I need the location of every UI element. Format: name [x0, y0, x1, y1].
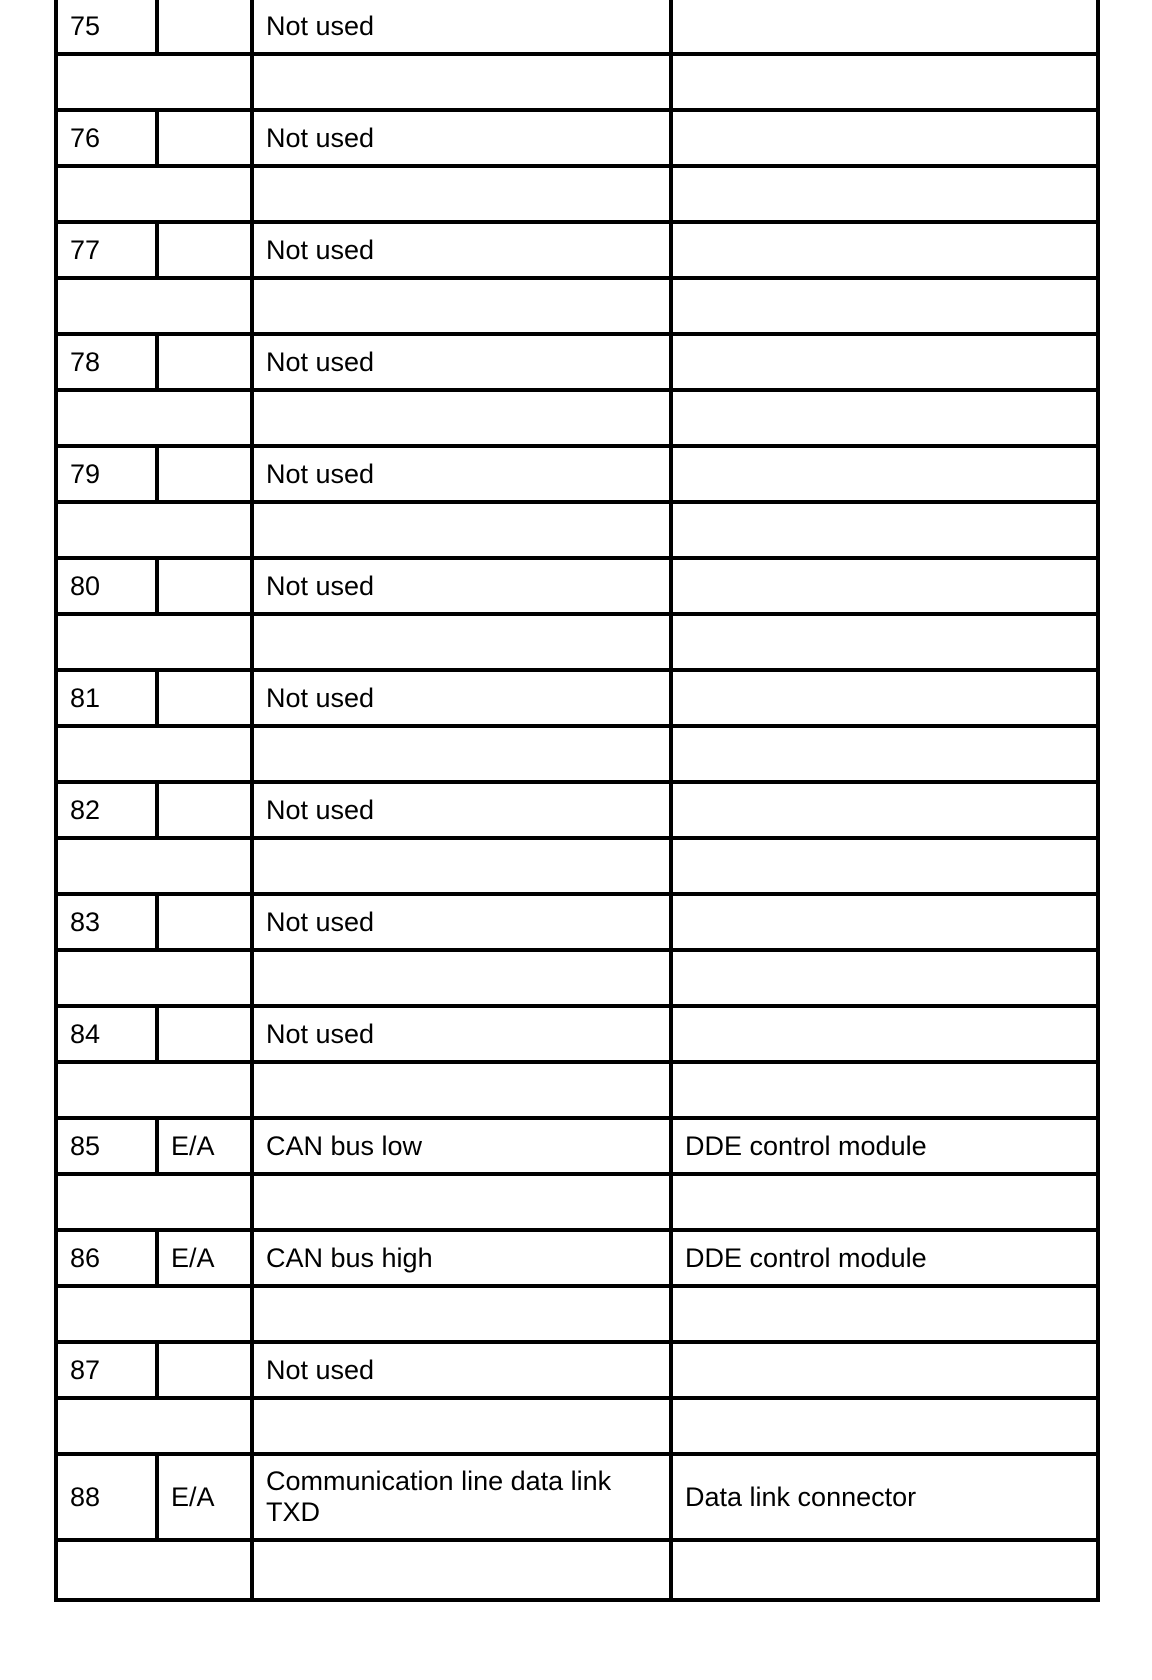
table-spacer-row	[58, 56, 1096, 112]
table-spacer-row	[58, 504, 1096, 560]
pin-cell: 83	[70, 906, 101, 937]
spacer-cell	[58, 728, 250, 780]
spacer-cell	[250, 952, 669, 1004]
spacer-cell	[58, 840, 250, 892]
pin-assignment-table	[54, 0, 1100, 1602]
table-spacer-row	[58, 728, 1096, 784]
description-cell: CAN bus high	[250, 1232, 669, 1284]
spacer-cell	[58, 1064, 250, 1116]
table-spacer-row	[58, 1542, 1096, 1598]
type-cell	[155, 448, 250, 500]
connection-cell: DDE control module	[669, 1232, 1096, 1284]
pin-cell: 88	[70, 1481, 101, 1512]
description-cell: Not used	[250, 112, 669, 164]
spacer-cell	[250, 1288, 669, 1340]
pin-cell: 87	[70, 1354, 101, 1385]
description-cell: Communication line data link TXD	[250, 1456, 669, 1538]
spacer-cell	[250, 1176, 669, 1228]
type-cell	[155, 112, 250, 164]
table-row	[58, 784, 1096, 840]
spacer-cell	[669, 1064, 1096, 1116]
table-spacer-row	[58, 1176, 1096, 1232]
type-cell: E/A	[155, 1120, 250, 1172]
spacer-cell	[58, 280, 250, 332]
type-cell	[155, 896, 250, 948]
table-row	[58, 560, 1096, 616]
pin-cell: 75	[70, 10, 101, 41]
spacer-cell	[58, 56, 250, 108]
spacer-cell	[250, 840, 669, 892]
description-cell: Not used	[250, 448, 669, 500]
spacer-cell	[58, 616, 250, 668]
description-cell: Not used	[250, 0, 669, 52]
description-cell: Not used	[250, 560, 669, 612]
spacer-cell	[250, 392, 669, 444]
spacer-cell	[669, 280, 1096, 332]
table-row	[58, 1456, 1096, 1542]
table-spacer-row	[58, 392, 1096, 448]
pin-cell: 85	[70, 1130, 101, 1161]
description-cell: Not used	[250, 336, 669, 388]
connection-cell	[669, 560, 1096, 612]
spacer-cell	[58, 168, 250, 220]
spacer-cell	[58, 504, 250, 556]
spacer-cell	[250, 56, 669, 108]
spacer-cell	[669, 56, 1096, 108]
description-cell: CAN bus low	[250, 1120, 669, 1172]
spacer-cell	[250, 1064, 669, 1116]
table-row	[58, 0, 1096, 56]
spacer-cell	[669, 168, 1096, 220]
spacer-cell	[58, 392, 250, 444]
connection-cell	[669, 1008, 1096, 1060]
description-cell: Not used	[250, 784, 669, 836]
spacer-cell	[669, 1400, 1096, 1452]
connection-cell: Data link connector	[669, 1456, 1096, 1538]
table-spacer-row	[58, 952, 1096, 1008]
pin-cell: 80	[70, 570, 101, 601]
type-cell	[155, 560, 250, 612]
table-row	[58, 1008, 1096, 1064]
table-row	[58, 112, 1096, 168]
table-row	[58, 672, 1096, 728]
table-spacer-row	[58, 168, 1096, 224]
connection-cell	[669, 112, 1096, 164]
spacer-cell	[669, 392, 1096, 444]
pin-cell: 79	[70, 458, 101, 489]
description-cell: Not used	[250, 224, 669, 276]
pin-cell: 77	[70, 234, 101, 265]
type-cell	[155, 1344, 250, 1396]
spacer-cell	[250, 1400, 669, 1452]
table-spacer-row	[58, 1400, 1096, 1456]
spacer-cell	[669, 1288, 1096, 1340]
type-cell	[155, 1008, 250, 1060]
table-spacer-row	[58, 1288, 1096, 1344]
spacer-cell	[669, 728, 1096, 780]
description-cell: Not used	[250, 1344, 669, 1396]
table-row	[58, 336, 1096, 392]
spacer-cell	[58, 952, 250, 1004]
table-row	[58, 1120, 1096, 1176]
table-row	[58, 1344, 1096, 1400]
pin-cell: 76	[70, 122, 101, 153]
connection-cell	[669, 224, 1096, 276]
table-row	[58, 896, 1096, 952]
description-cell: Not used	[250, 896, 669, 948]
description-cell: Not used	[250, 672, 669, 724]
pin-cell: 81	[70, 682, 101, 713]
table-row	[58, 448, 1096, 504]
spacer-cell	[250, 504, 669, 556]
spacer-cell	[58, 1288, 250, 1340]
type-cell	[155, 0, 250, 52]
description-cell: Not used	[250, 1008, 669, 1060]
table-spacer-row	[58, 840, 1096, 896]
spacer-cell	[58, 1542, 250, 1598]
spacer-cell	[250, 728, 669, 780]
table-row	[58, 1232, 1096, 1288]
spacer-cell	[250, 280, 669, 332]
spacer-cell	[669, 504, 1096, 556]
pin-cell: 84	[70, 1018, 101, 1049]
spacer-cell	[669, 616, 1096, 668]
connection-cell	[669, 672, 1096, 724]
table-spacer-row	[58, 1064, 1096, 1120]
pin-cell: 86	[70, 1242, 101, 1273]
pin-cell: 82	[70, 794, 101, 825]
spacer-cell	[669, 840, 1096, 892]
spacer-cell	[58, 1176, 250, 1228]
spacer-cell	[250, 616, 669, 668]
type-cell: E/A	[155, 1232, 250, 1284]
type-cell	[155, 224, 250, 276]
type-cell	[155, 336, 250, 388]
type-cell	[155, 672, 250, 724]
spacer-cell	[250, 1542, 669, 1598]
connection-cell	[669, 896, 1096, 948]
pin-cell: 78	[70, 346, 101, 377]
connection-cell	[669, 1344, 1096, 1396]
connection-cell	[669, 784, 1096, 836]
spacer-cell	[669, 1542, 1096, 1598]
table-row	[58, 224, 1096, 280]
connection-cell	[669, 448, 1096, 500]
type-cell: E/A	[155, 1456, 250, 1538]
connection-cell	[669, 0, 1096, 52]
spacer-cell	[669, 952, 1096, 1004]
connection-cell: DDE control module	[669, 1120, 1096, 1172]
spacer-cell	[250, 168, 669, 220]
spacer-cell	[669, 1176, 1096, 1228]
table-spacer-row	[58, 616, 1096, 672]
connection-cell	[669, 336, 1096, 388]
spacer-cell	[58, 1400, 250, 1452]
type-cell	[155, 784, 250, 836]
table-spacer-row	[58, 280, 1096, 336]
